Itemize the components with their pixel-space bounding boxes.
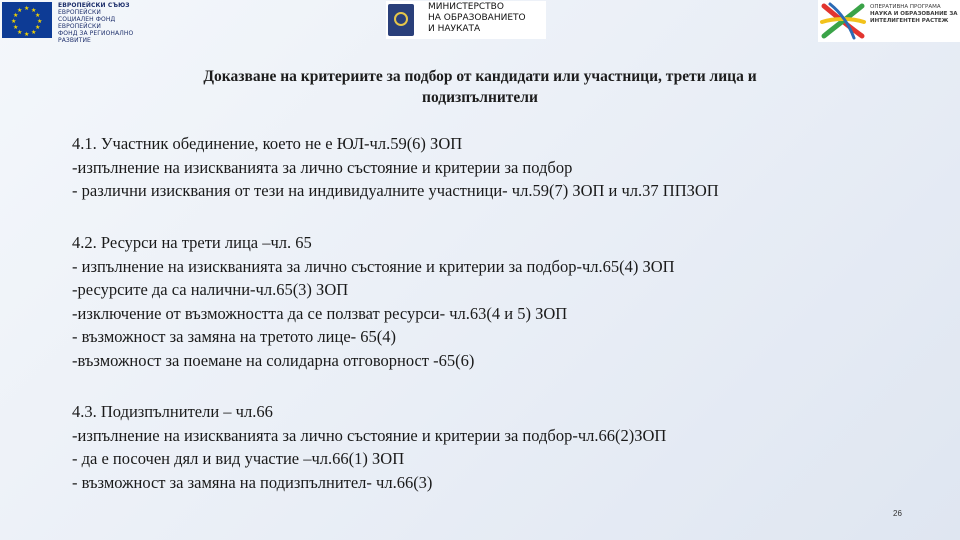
eu-logo-line: СОЦИАЛЕН ФОНД [58,16,116,23]
section-subcontractors [72,400,932,494]
program-logo-line: ОПЕРАТИВНА ПРОГРАМА [870,4,941,10]
section-item: -изпълнение на изискванията за лично състояние и критерии за подбор [72,157,573,177]
ministry-logo [386,1,546,39]
program-logo-line: ИНТЕЛИГЕНТЕН РАСТЕЖ [870,18,949,24]
program-logo [818,0,960,42]
eu-logo-line: ЕВРОПЕЙСКИ [58,23,101,30]
eu-logo-line: ЕВРОПЕЙСКИ [58,9,101,16]
section-item: - възможност за замяна на третото лице- 65(4) [72,327,396,347]
ministry-emblem-icon [388,4,414,36]
section-item: -възможност за поемане на солидарна отговорност -65(6) [72,350,475,370]
section-item: -изключение от възможността да се ползват ресурси- чл.63(4 и 5) ЗОП [72,303,568,323]
section-consortium [72,132,932,203]
section-heading: 4.3. Подизпълнители – чл.66 [72,402,273,421]
section-heading: 4.2. Ресурси на трети лица –чл. 65 [72,233,312,252]
eu-logo-line: ФОНД ЗА РЕГИОНАЛНО [58,30,134,37]
program-logo-text [870,4,960,25]
header-logos [0,0,960,44]
eu-logo-text [58,2,134,44]
eu-logo-line: ЕВРОПЕЙСКИ СЪЮЗ [58,2,130,9]
slide-title [100,66,860,108]
section-item: - възможност за замяна на подизпълнител- чл.66(3) [72,472,433,492]
ministry-logo-line: И НАУКАТА [428,24,481,34]
section-item: - изпълнение на изискванията за лично състояние и критерии за подбор-чл.65(4) ЗОП [72,256,675,276]
ministry-logo-line: МИНИСТЕРСТВО [428,2,504,12]
page-number: 26 [893,509,902,518]
slide-title-line: Доказване на критериите за подбор от кандидати или участници, трети лица и [203,68,757,85]
ministry-logo-text [428,2,526,35]
eu-flag-icon: ★ ★ ★ ★ ★ ★ ★ ★ ★ ★ ★ ★ [2,2,52,38]
program-logo-line: НАУКА И ОБРАЗОВАНИЕ ЗА [870,11,958,17]
ministry-logo-line: НА ОБРАЗОВАНИЕТО [428,13,526,23]
section-item: -ресурсите да са налични-чл.65(3) ЗОП [72,280,349,300]
section-item: - да е посочен дял и вид участие –чл.66(1) ЗОП [72,449,405,469]
program-logo-icon [818,0,868,42]
section-third-party-resources [72,231,932,373]
eu-logo-line: РАЗВИТИЕ [58,37,91,44]
slide-title-line: подизпълнители [422,89,538,106]
section-heading: 4.1. Участник обединение, което не е ЮЛ-чл.59(6) ЗОП [72,134,463,153]
section-item: - различни изисквания от тези на индивидуалните участници- чл.59(7) ЗОП и чл.37 ППЗОП [72,181,719,201]
section-item: -изпълнение на изискванията за лично състояние и критерии за подбор-чл.66(2)ЗОП [72,425,667,445]
